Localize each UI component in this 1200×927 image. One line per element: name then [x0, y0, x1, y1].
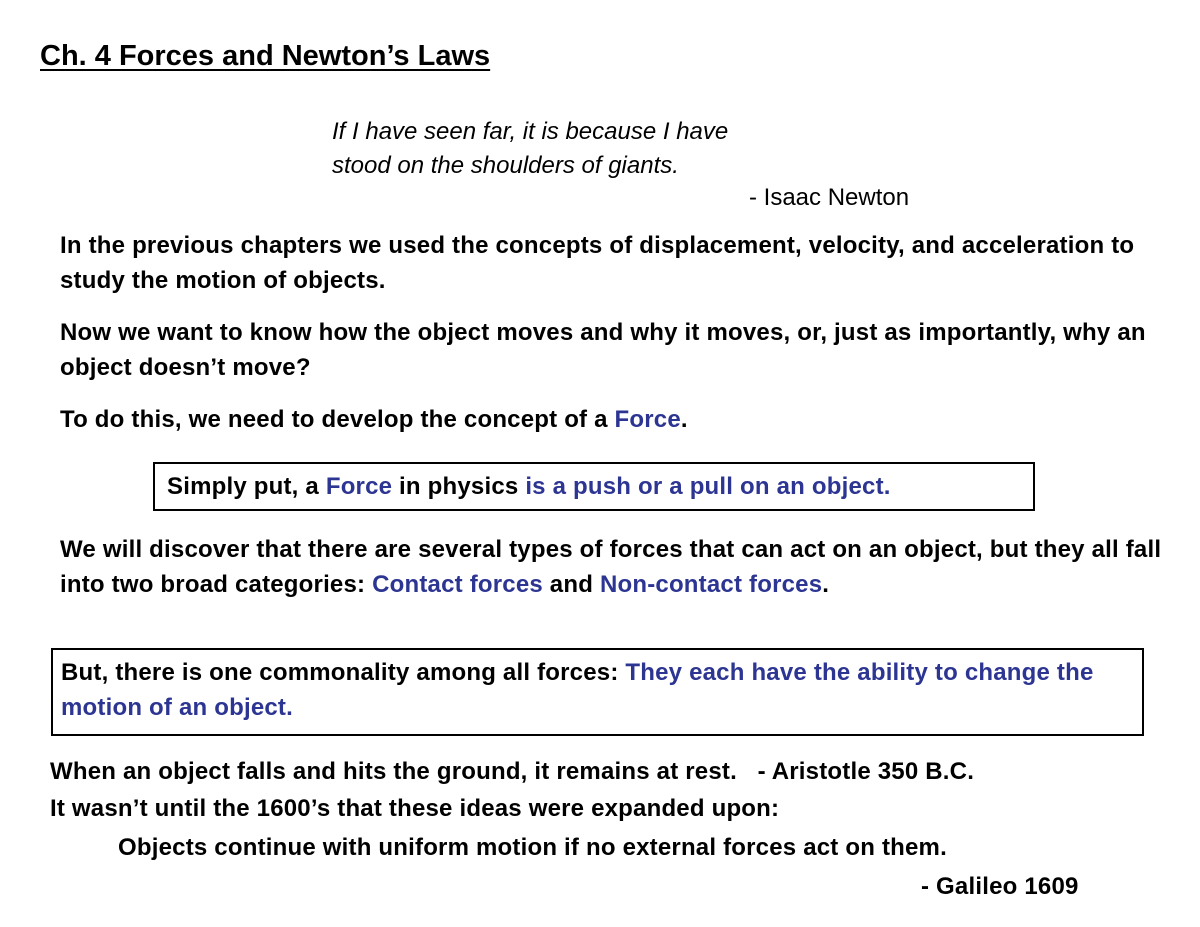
commonality-highlight: They each have the ability to change the motion of an object.	[61, 659, 1094, 721]
definition-mid: in physics	[392, 473, 526, 500]
history-intro: It wasn’t until the 1600’s that these ideas were expanded upon:	[50, 795, 780, 822]
galileo-author: - Galileo 1609	[921, 873, 1079, 900]
force-term: Force	[614, 406, 681, 433]
quote-author: - Isaac Newton	[749, 184, 910, 211]
force-definition-box	[153, 462, 1035, 511]
quote-line-2: stood on the shoulders of giants.	[332, 152, 679, 179]
galileo-quote: Objects continue with uniform motion if no external forces act on them.	[118, 834, 947, 861]
commonality-box	[51, 648, 1144, 736]
contact-forces-term: Contact forces	[372, 571, 543, 598]
period: .	[822, 571, 830, 598]
non-contact-forces-term: Non-contact forces	[599, 571, 823, 598]
quote-line-1: If I have seen far, it is because I have	[332, 118, 729, 145]
newton-quote	[332, 115, 728, 183]
paragraph-why-moves: Now we want to know how the object moves and why it moves, or, just as importantly, why an object doesn’t move?	[60, 319, 1146, 381]
categories-and: and	[542, 571, 600, 598]
paragraph-previous-chapters: In the previous chapters we used the concepts of displacement, velocity, and acceleration to study the motion of objects.	[60, 232, 1135, 294]
aristotle-statement: When an object falls and hits the ground, it remains at rest. - Aristotle 350 B.C.	[50, 758, 975, 785]
categories-text: We will discover that there are several types of forces that can act on an object, but they all fall into two broad categories:	[60, 536, 1162, 598]
definition-prefix: Simply put, a	[167, 473, 326, 500]
paragraph-force-concept-text: To do this, we need to develop the concept of a	[60, 406, 615, 433]
period: .	[680, 406, 688, 433]
commonality-prefix: But, there is one commonality among all forces:	[61, 659, 626, 686]
paragraph-force-categories	[60, 532, 1180, 602]
page-title: Ch. 4 Forces and Newton’s Laws	[40, 40, 491, 72]
definition-text: is a push or a pull on an object.	[525, 473, 891, 500]
paragraph-force-concept	[60, 402, 1180, 437]
definition-force-term: Force	[325, 473, 393, 500]
